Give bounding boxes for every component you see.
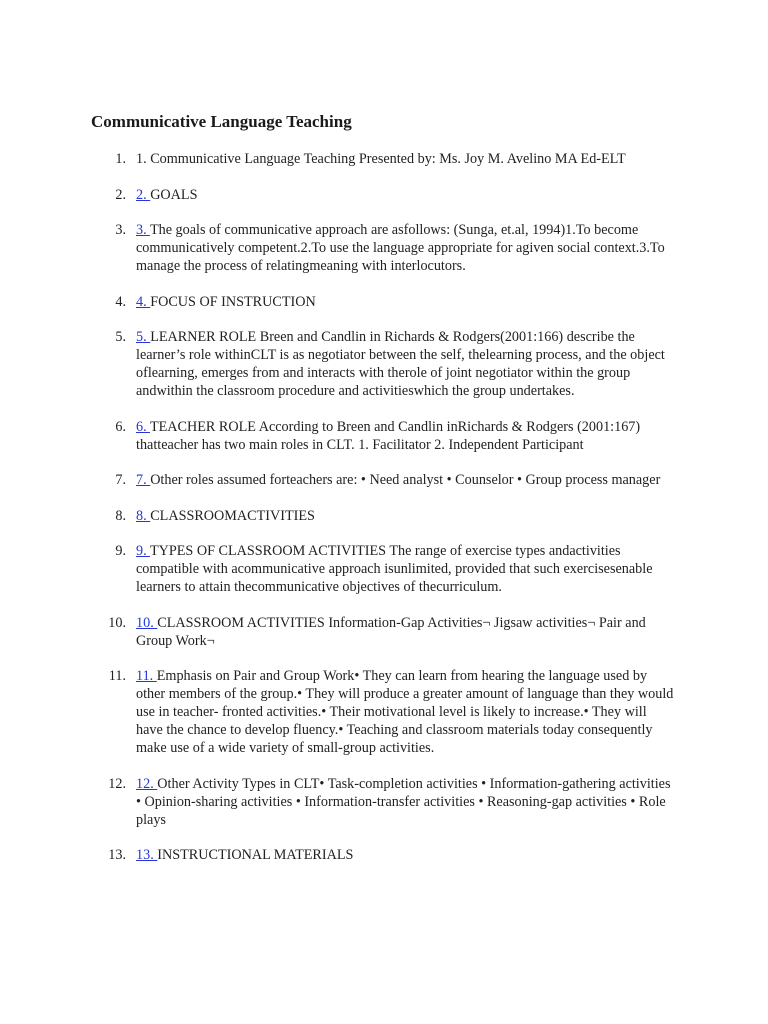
slide-link[interactable]: 9. — [136, 543, 150, 559]
list-item — [0, 150, 768, 168]
list-item — [0, 418, 768, 454]
slide-list — [0, 150, 768, 882]
list-item — [0, 542, 768, 596]
slide-link[interactable]: 13. — [136, 847, 158, 863]
list-item — [0, 507, 768, 525]
document-title: Communicative Language Teaching — [91, 112, 352, 131]
slide-link[interactable]: 10. — [136, 614, 158, 631]
slide-link[interactable]: 12. — [136, 775, 158, 792]
item-text: 1. Communicative Language Teaching Presented by: Ms. Joy M. Avelino MA Ed-ELT — [136, 151, 626, 167]
slide-link[interactable]: 7. — [136, 472, 151, 488]
slide-link[interactable]: 2. — [136, 186, 151, 203]
item-number: 8. — [115, 507, 126, 524]
item-body — [136, 614, 676, 650]
item-text: The goals of communicative approach are asfollows: (Sunga, et.al, 1994)1.To become communicatively competent.2.To use the language appropriate for agiven social context.3.To manage the process of relatingmeaning with interlocutors. — [136, 222, 665, 274]
list-item — [0, 614, 768, 650]
list-item — [0, 775, 768, 829]
item-number: 9. — [115, 543, 126, 559]
item-body — [136, 471, 676, 489]
item-body — [136, 221, 676, 275]
list-item — [0, 667, 768, 757]
item-body — [136, 542, 676, 596]
item-text: GOALS — [150, 186, 198, 203]
list-item — [0, 471, 768, 489]
item-number: 5. — [115, 329, 126, 345]
item-number: 3. — [115, 222, 126, 238]
item-number: 12. — [108, 775, 126, 792]
item-number: 7. — [115, 472, 126, 488]
slide-link[interactable]: 11. — [136, 668, 157, 684]
item-text: LEARNER ROLE Breen and Candlin in Richards & Rodgers(2001:166) describe the learner’s role withinCLT is as negotiator between the self, thelearning process, and the object oflearning, emerges from and interacts with therole of joint negotiator within the group andwithin the classroom procedure and activitieswhich the group undertakes. — [136, 329, 665, 399]
item-body — [136, 846, 676, 864]
slide-link[interactable]: 8. — [136, 507, 151, 524]
item-number: 13. — [108, 847, 126, 863]
item-number: 1. — [115, 151, 126, 167]
item-text: FOCUS OF INSTRUCTION — [150, 293, 316, 310]
item-text: Other Activity Types in CLT• Task-completion activities • Information-gathering activities • Opinion-sharing activities • Information-transfer activities • Reasoning-gap activities • Role plays — [136, 775, 671, 828]
item-text: TYPES OF CLASSROOM ACTIVITIES The range of exercise types andactivities compatible with acommunicative approach isunlimited, provided that such exercisesenable learners to attain thecommunicative objectives of thecurriculum. — [136, 543, 653, 595]
item-body — [136, 150, 676, 168]
item-number: 4. — [115, 293, 126, 310]
item-body — [136, 293, 676, 311]
list-item — [0, 328, 768, 400]
item-body — [136, 775, 676, 829]
item-number: 11. — [108, 668, 126, 684]
list-item — [0, 221, 768, 275]
list-item — [0, 293, 768, 311]
item-text: Other roles assumed forteachers are: • Need analyst • Counselor • Group process manager — [150, 472, 661, 488]
item-text: INSTRUCTIONAL MATERIALS — [157, 847, 354, 863]
item-text: Emphasis on Pair and Group Work• They can learn from hearing the language used by other members of the group.• They will produce a greater amount of language than they would use in teacher- fronted activities.• Their motivational level is likely to increase.• They will have the chance to develop fluency.• Teaching and classroom materials today consequently make use of a wide variety of small-group activities. — [136, 668, 674, 756]
item-body — [136, 328, 676, 400]
item-body — [136, 186, 676, 204]
item-body — [136, 667, 676, 757]
item-number: 2. — [115, 186, 126, 203]
slide-link[interactable]: 5. — [136, 329, 151, 345]
item-text: CLASSROOM ACTIVITIES Information-Gap Activities¬ Jigsaw activities¬ Pair and Group Work¬ — [136, 614, 646, 649]
item-text: TEACHER ROLE According to Breen and Candlin inRichards & Rodgers (2001:167) thatteacher has two main roles in CLT. 1. Facilitator 2. Independent Participant — [136, 418, 641, 453]
item-body — [136, 418, 676, 454]
item-number: 6. — [115, 418, 126, 435]
list-item — [0, 186, 768, 204]
slide-link[interactable]: 3. — [136, 222, 150, 238]
item-number: 10. — [108, 614, 126, 631]
slide-link[interactable]: 4. — [136, 293, 151, 310]
slide-link[interactable]: 6. — [136, 418, 150, 435]
list-item — [0, 846, 768, 864]
item-body — [136, 507, 676, 525]
item-text: CLASSROOMACTIVITIES — [150, 507, 315, 524]
